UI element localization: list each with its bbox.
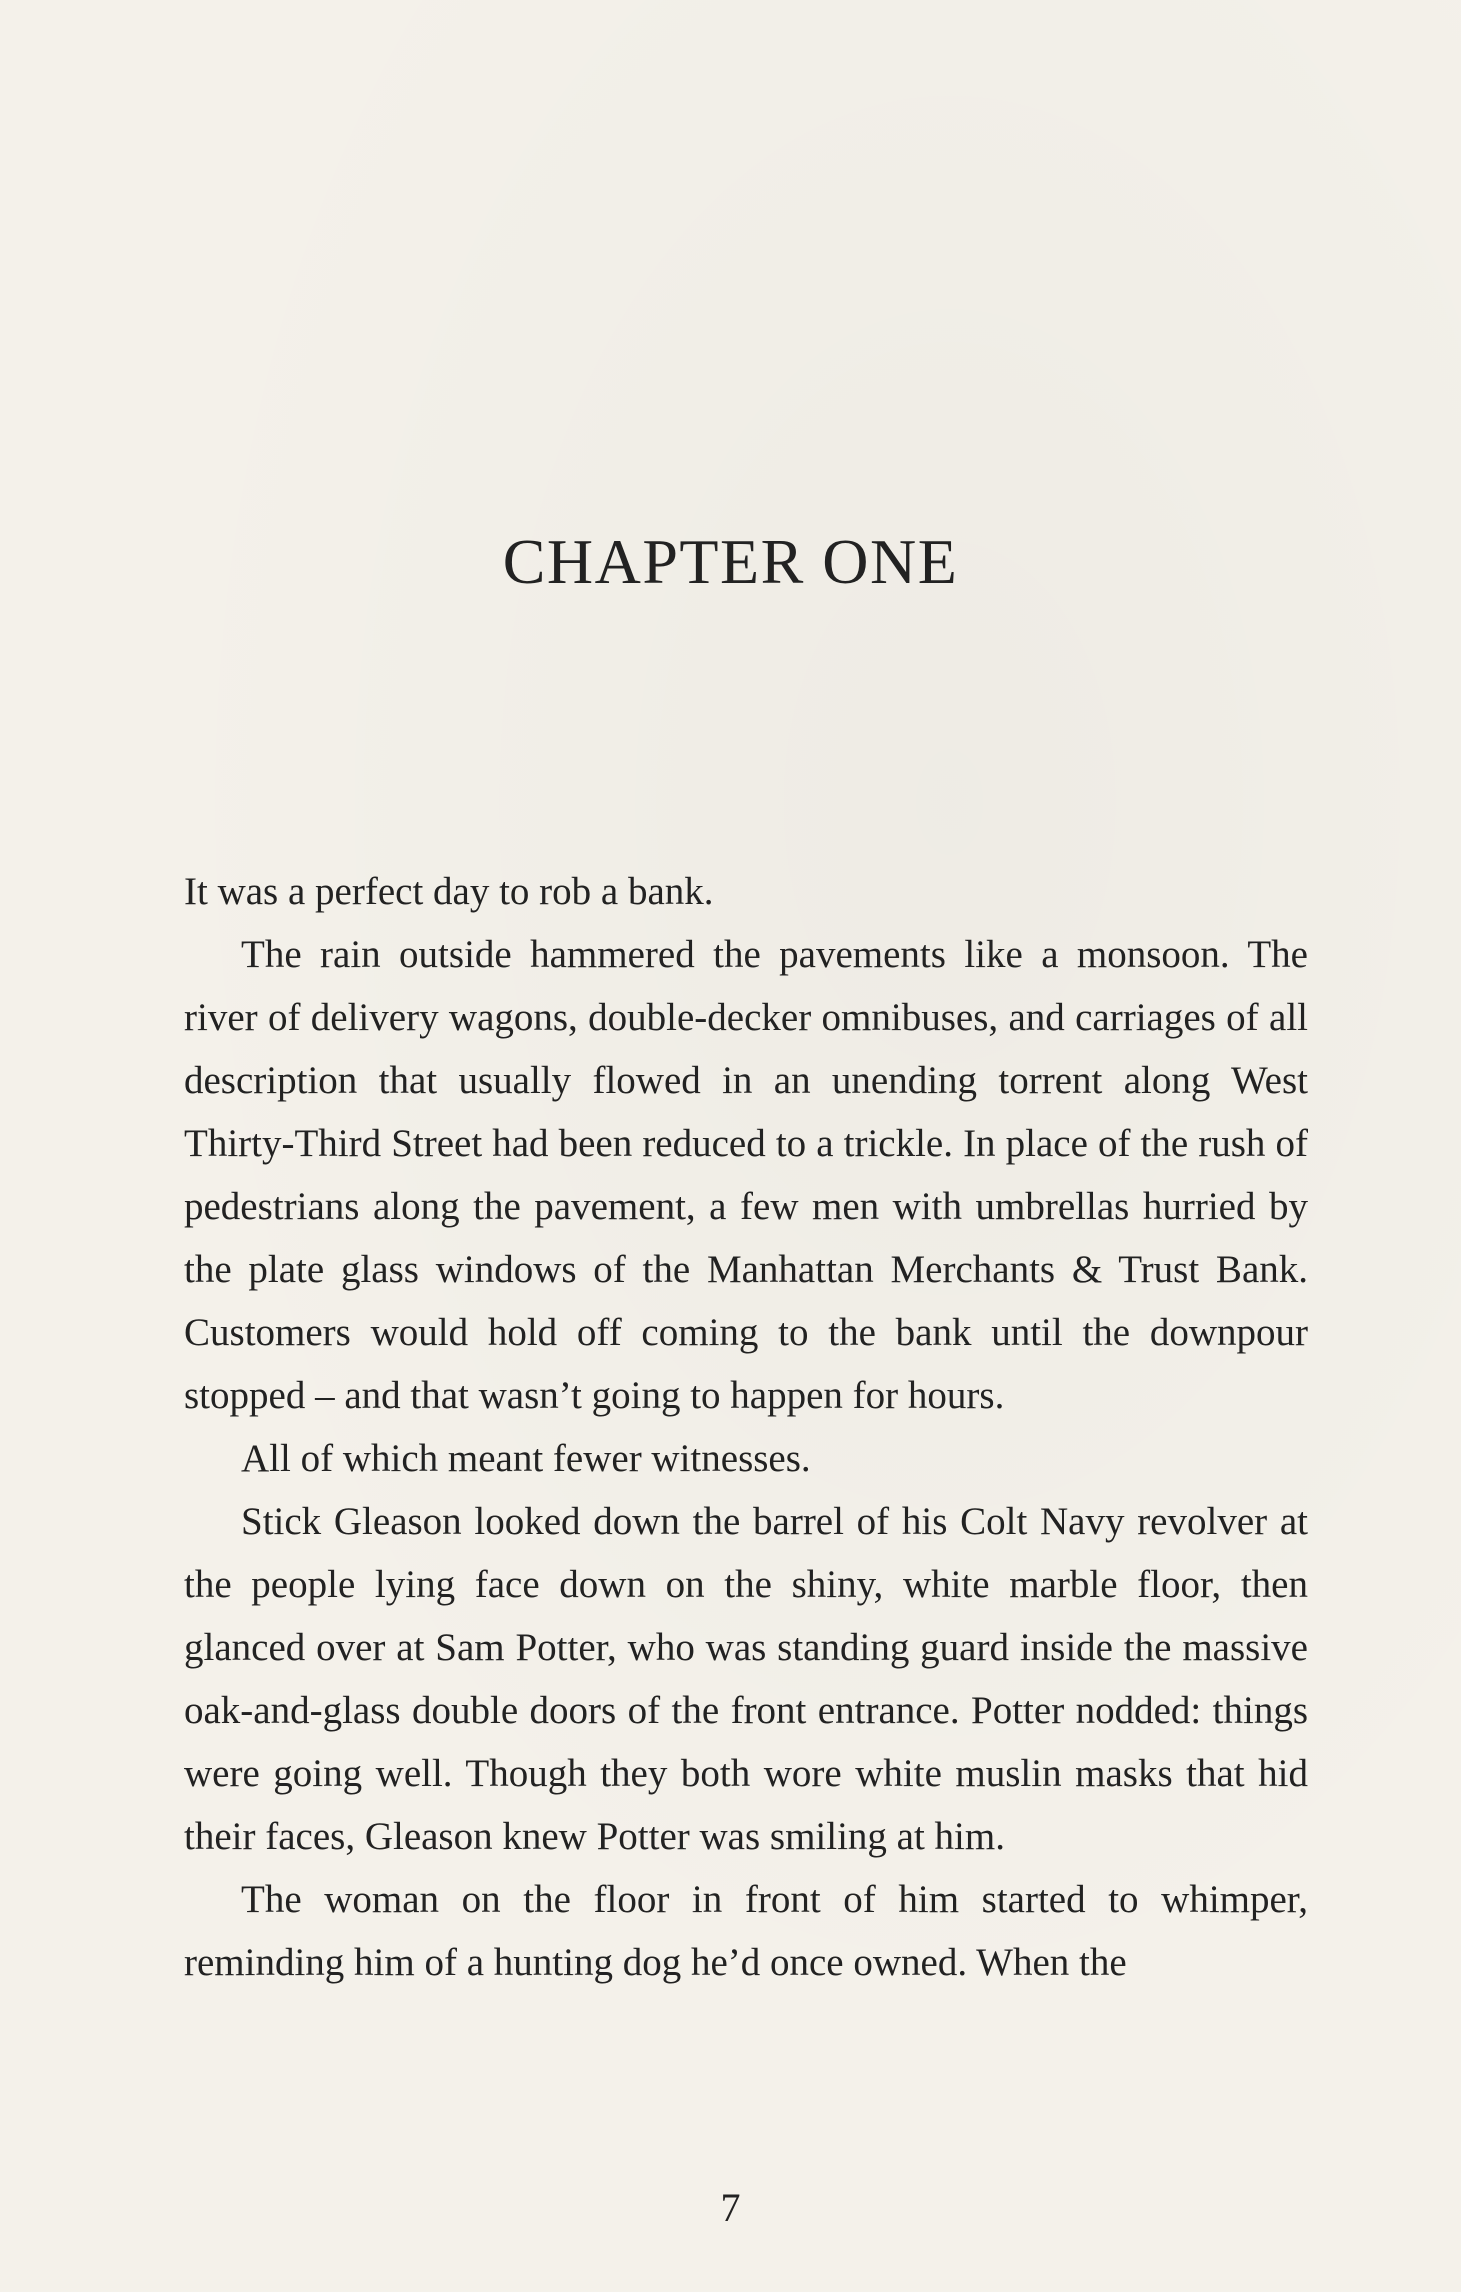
paragraph: The woman on the floor in front of him started to whimper, reminding him of a hunting dog he’d once owned. When the — [184, 1878, 1308, 1984]
page-number: 7 — [720, 2185, 741, 2230]
paragraph: The rain outside hammered the pavements like a monsoon. The river of delivery wagons, double-decker omnibuses, and carriages of all description that usually flowed in an unending torrent along West Thirty-Third Street had been reduced to a trickle. In place of the rush of pedestrians along the pavement, a few men with umbrellas hurried by the plate glass windows of the Manhattan Merchants & Trust Bank. Customers would hold off coming to the bank until the downpour stopped – and that wasn’t going to happen for hours. — [184, 933, 1308, 1417]
paragraph: It was a perfect day to rob a bank. — [184, 870, 714, 913]
paragraph: All of which meant fewer witnesses. — [241, 1437, 811, 1480]
chapter-title: CHAPTER ONE — [502, 526, 959, 597]
chapter-body — [184, 860, 1308, 1994]
paragraph: Stick Gleason looked down the barrel of his Colt Navy revolver at the people lying face down on the shiny, white marble floor, then glanced over at Sam Potter, who was standing guard inside the massive oak-and-glass double doors of the front entrance. Potter nodded: things were going well. Though they both wore white muslin masks that hid their faces, Gleason knew Potter was smiling at him. — [184, 1500, 1308, 1858]
